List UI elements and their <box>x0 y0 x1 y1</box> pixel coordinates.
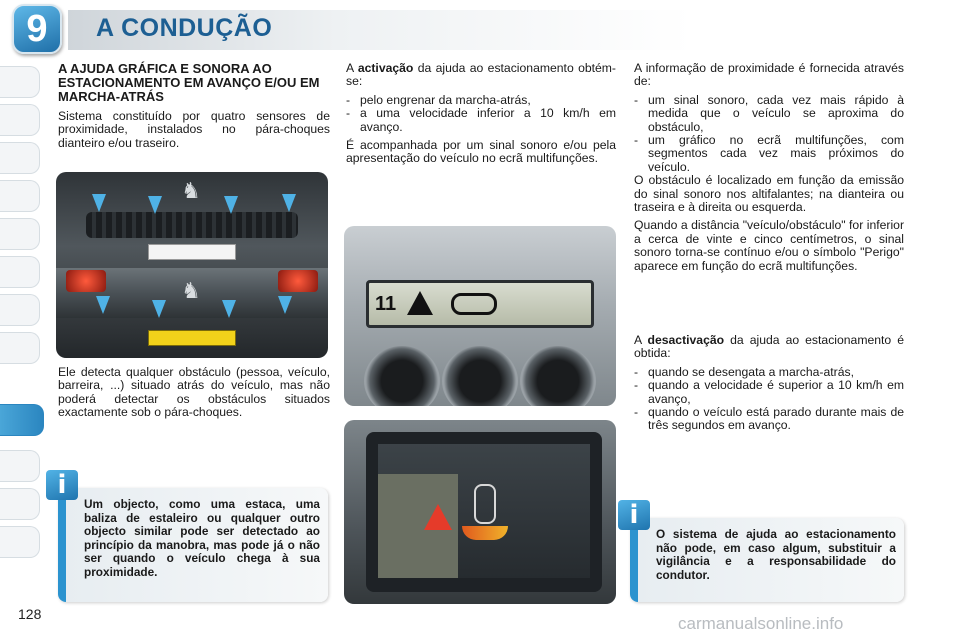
info-icon: i <box>46 470 78 500</box>
activation-rest: da ajuda ao estacionamento obtém-se: <box>346 61 616 89</box>
side-tab[interactable] <box>0 218 40 250</box>
accompanied-paragraph: É acompanhada por um sinal sonoro e/ou pela apresentação do veículo no ecrã multifunções. <box>346 138 616 166</box>
chapter-header <box>0 0 960 58</box>
rear-lamp-icon <box>278 270 318 292</box>
distance-paragraph: Quando a distância "veículo/obstáculo" for inferior a cerca de vinte e cinco centímetros, o sinal sonoro torna-se contínuo e/ou o símbolo "Perigo" aparece em função do ecrã multifunções. <box>634 218 904 273</box>
detect-paragraph: Ele detecta qualquer obstáculo (pessoa, veículo, barreira, ...) situado atrás do veículo, mas não poderá detectar os obstáculos situados exactamente sob o pára-choques. <box>58 365 330 420</box>
activation-paragraph <box>346 62 616 89</box>
side-tab[interactable] <box>0 66 40 98</box>
danger-triangle-icon <box>424 504 452 530</box>
deactivation-list <box>634 366 904 433</box>
rear-plate <box>148 330 236 346</box>
deactivation-rest: da ajuda ao estacionamento é obtida: <box>634 333 905 361</box>
list-item: - um sinal sonoro, cada vez mais rápido à medida que o veículo se aproxima do obstáculo, <box>634 94 904 134</box>
activation-keyword: activação <box>357 61 414 75</box>
vehicle-top-view-icon <box>474 484 496 524</box>
air-vent-icon <box>364 346 440 406</box>
side-tab[interactable] <box>0 142 40 174</box>
info-note-text: Um objecto, como uma estaca, uma baliza de estaleiro ou qualquer outro objecto similar pode ser detectado ao princípio da manobra, mas pode já o não ser quando o veículo chega à sua proximidade. <box>84 497 320 579</box>
air-vent-icon <box>520 346 596 406</box>
info-warning-text: O sistema de ajuda ao estacionamento não pode, em caso algum, substituir a vigilância e a responsabilidade do condutor. <box>656 527 896 582</box>
instrument-display-photo <box>344 226 616 406</box>
chapter-number-badge: 9 <box>12 4 62 54</box>
air-vent-icon <box>442 346 518 406</box>
side-tab[interactable] <box>0 180 40 212</box>
list-item: - pelo engrenar da marcha-atrás, <box>346 94 616 107</box>
sensor-arrow-icon <box>278 296 292 314</box>
proximity-list <box>634 94 904 174</box>
activation-prefix: A <box>346 61 354 75</box>
sensor-arrow-icon <box>148 196 162 214</box>
chapter-title: A CONDUÇÃO <box>96 14 273 42</box>
list-item: - quando o veículo está parado durante mais de três segundos em avanço. <box>634 406 904 433</box>
sensor-arrow-icon <box>282 194 296 212</box>
intro-paragraph: Sistema constituído por quatro sensores de proximidade, instalados no pára-choques dianteiro e/ou traseiro. <box>58 109 330 150</box>
info-warning-box <box>629 500 904 602</box>
side-tab[interactable] <box>0 450 40 482</box>
column-1-lower <box>58 366 330 425</box>
side-tab-active[interactable] <box>0 404 44 436</box>
front-grille <box>86 212 298 238</box>
proximity-intro: A informação de proximidade é fornecida através de: <box>634 61 904 89</box>
proximity-segments-icon <box>462 526 508 540</box>
list-item: - um gráfico no ecrã multifunções, com segmentos cada vez mais próximos do veículo. <box>634 134 904 174</box>
location-paragraph: O obstáculo é localizado em função da emissão do sinal sonoro nos altifalantes; na dianteira ou traseira e à direita ou esquerda. <box>634 173 904 215</box>
side-tab[interactable] <box>0 104 40 136</box>
warning-triangle-icon <box>407 291 433 315</box>
column-3-lower <box>634 334 904 438</box>
watermark: carmanualsonline.info <box>678 614 844 633</box>
list-item: - quando se desengata a marcha-atrás, <box>634 366 904 379</box>
deactivation-paragraph <box>634 334 904 361</box>
sensor-arrow-icon <box>222 300 236 318</box>
deactivation-keyword: desactivação <box>647 333 725 347</box>
car-sensors-photo <box>56 172 328 358</box>
info-icon: i <box>618 500 650 530</box>
list-item: - a uma velocidade inferior a 10 km/h em avanço. <box>346 107 616 134</box>
column-1 <box>58 62 330 155</box>
side-tab[interactable] <box>0 526 40 558</box>
sensor-arrow-icon <box>224 196 238 214</box>
page-number: 128 <box>18 606 42 622</box>
side-tab[interactable] <box>0 294 40 326</box>
activation-list <box>346 94 616 134</box>
side-tab[interactable] <box>0 488 40 520</box>
column-2 <box>346 62 616 171</box>
lion-logo-icon: ♞ <box>181 178 201 203</box>
front-plate <box>148 244 236 260</box>
display-number: 11 <box>375 293 397 315</box>
lion-logo-icon: ♞ <box>181 278 201 303</box>
rear-lamp-icon <box>66 270 106 292</box>
chapter-side-tabs <box>0 66 46 576</box>
multifunction-screen <box>366 280 594 328</box>
sensor-arrow-icon <box>92 194 106 212</box>
vehicle-outline-icon <box>451 293 497 315</box>
sensor-arrow-icon <box>152 300 166 318</box>
sensor-arrow-icon <box>96 296 110 314</box>
column-3 <box>634 62 904 278</box>
list-item: - quando a velocidade é superior a 10 km/h em avanço, <box>634 379 904 406</box>
section-title: A AJUDA GRÁFICA E SONORA AO ESTACIONAMENTO EM AVANÇO E/OU EM MARCHA-ATRÁS <box>58 61 320 104</box>
info-note-box <box>57 470 328 602</box>
deactivation-prefix: A <box>634 333 642 347</box>
side-tab[interactable] <box>0 332 40 364</box>
side-tab[interactable] <box>0 256 40 288</box>
navigation-screen-photo <box>344 420 616 604</box>
